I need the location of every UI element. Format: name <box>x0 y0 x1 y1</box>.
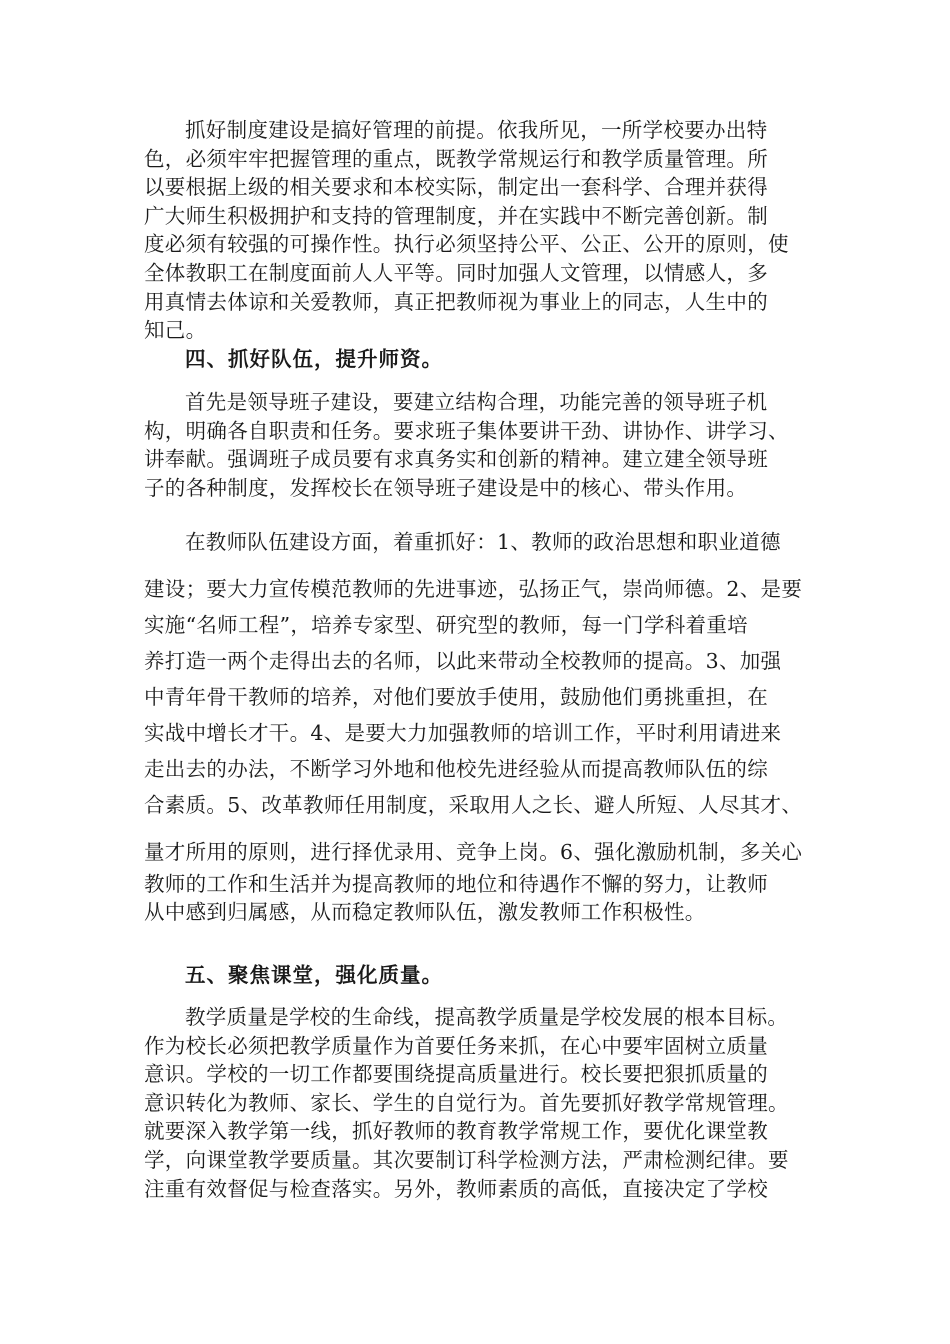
text-line: 全体教职工在制度面前人人平等。同时加强人文管理，以情感人，多 <box>144 260 768 285</box>
text-line: 实施“名师工程”，培养专家型、研究型的教师，每一门学科着重培 <box>144 613 748 637</box>
text-line: 广大师生积极拥护和支持的管理制度，并在实践中不断完善创新。制 <box>144 203 768 228</box>
text-line: 从中感到归属感，从而稳定教师队伍，激发教师工作积极性。 <box>144 900 706 924</box>
section-heading-5: 五、聚焦课堂，强化质量。 <box>185 963 443 987</box>
text-line: 中青年骨干教师的培养，对他们要放手使用，鼓励他们勇挑重担，在 <box>144 685 768 709</box>
text-line: 教学质量是学校的生命线，提高教学质量是学校发展的根本目标。 <box>185 1005 789 1029</box>
text-line: 度必须有较强的可操作性。执行必须坚持公平、公正、公开的原则，使 <box>144 232 789 257</box>
text-line: 作为校长必须把教学质量作为首要任务来抓，在心中要牢固树立质量 <box>144 1033 768 1058</box>
text-line: 量才所用的原则，进行择优录用、竞争上岗。6、强化激励机制，多关心 <box>144 840 803 864</box>
paragraph-teaching-quality <box>144 1003 824 1203</box>
text-line: 走出去的办法，不断学习外地和他校先进经验从而提高教师队伍的综 <box>144 757 768 781</box>
text-line: 在教师队伍建设方面，着重抓好：1、教师的政治思想和职业道德 <box>185 530 781 554</box>
text-line: 意识转化为教师、家长、学生的自觉行为。首先要抓好教学常规管理。 <box>144 1090 789 1115</box>
text-line: 子的各种制度，发挥校长在领导班子建设是中的核心、带头作用。 <box>144 475 748 500</box>
paragraph-leadership <box>144 388 820 502</box>
text-line: 实战中增长才干。4、是要大力加强教师的培训工作，平时利用请进来 <box>144 721 782 745</box>
text-line: 用真情去体谅和关爱教师，真正把教师视为事业上的同志，人生中的 <box>144 289 768 314</box>
text-line: 合素质。5、改革教师任用制度，采取用人之长、避人所短、人尽其才、 <box>144 793 803 817</box>
text-line: 抓好制度建设是搞好管理的前提。依我所见，一所学校要办出特 <box>185 118 768 142</box>
text-line: 以要根据上级的相关要求和本校实际，制定出一套科学、合理并获得 <box>144 175 768 200</box>
text-line: 建设；要大力宣传模范教师的先进事迹，弘扬正气，崇尚师德。2、是要 <box>144 577 803 601</box>
text-line: 构，明确各自职责和任务。要求班子集体要讲干劲、讲协作、讲学习、 <box>144 418 789 443</box>
text-line: 注重有效督促与检查落实。另外，教师素质的高低，直接决定了学校 <box>144 1176 768 1201</box>
text-line: 首先是领导班子建设，要建立结构合理，功能完善的领导班子机 <box>185 390 768 414</box>
text-line: 知己。 <box>144 318 207 343</box>
text-line: 就要深入教学第一线，抓好教师的教育教学常规工作，要优化课堂教 <box>144 1119 768 1144</box>
paragraph-teacher-team <box>144 524 820 926</box>
text-line: 色，必须牢牢把握管理的重点，既教学常规运行和教学质量管理。所 <box>144 146 768 171</box>
text-line: 讲奉献。强调班子成员要有求真务实和创新的精神。建立建全领导班 <box>144 447 768 472</box>
section-heading-4: 四、抓好队伍，提升师资。 <box>185 347 443 371</box>
paragraph-management-system <box>144 116 820 345</box>
text-line: 教师的工作和生活并为提高教师的地位和待遇作不懈的努力，让教师 <box>144 872 768 896</box>
text-line: 学，向课堂教学要质量。其次要制订科学检测方法，严肃检测纪律。要 <box>144 1147 789 1172</box>
text-line: 养打造一两个走得出去的名师，以此来带动全校教师的提高。3、加强 <box>144 649 782 673</box>
text-line: 意识。学校的一切工作都要围绕提高质量进行。校长要把狠抓质量的 <box>144 1062 768 1087</box>
